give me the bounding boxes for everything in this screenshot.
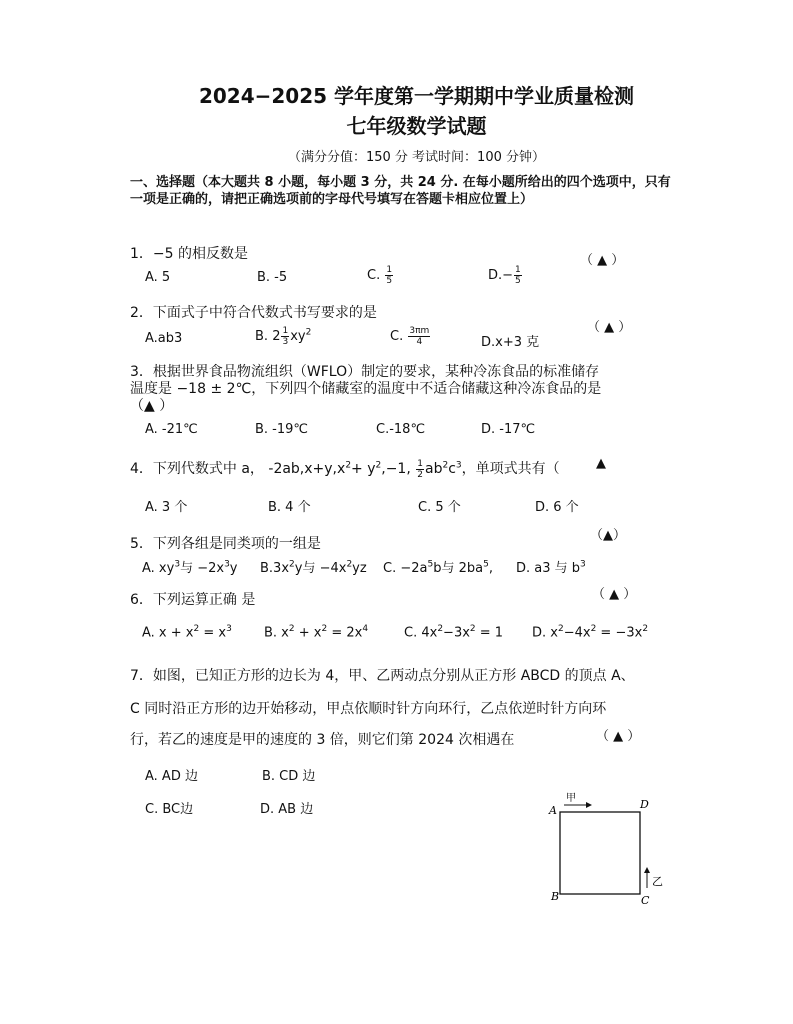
q6-option-a: A. $x + x^2 = x^3$: [142, 624, 232, 641]
q7-option-b: B. CD 边: [262, 769, 316, 784]
q6-option-d: D. $x^2-4x^2 = -3x^2$: [532, 624, 649, 641]
question-1-stem: 1．−5 的相反数是: [130, 246, 248, 262]
question-7-line-2: C 同时沿正方形的边开始移动，甲点依顺时针方向环行，乙点依逆时针方向环: [130, 701, 607, 717]
vertex-label-d: D: [640, 798, 649, 811]
vertex-label-b: B: [551, 890, 560, 903]
q3-option-c: C.-18℃: [376, 422, 426, 437]
answer-mark: （ ▲ ）: [580, 253, 625, 268]
answer-mark: ▲: [596, 456, 606, 471]
question-4-stem: 4．下列代数式中 a， $-2ab,x+y,x^2+ y^2,-1$, $\frac{1}{2}$ $ab^2c^3$，单项式共有（: [130, 458, 560, 480]
q4-option-c: C. 5 个: [418, 500, 461, 515]
q2-option-c: C. $\frac{3\pi m}{4}$: [390, 326, 430, 347]
vertex-label-c: C: [641, 894, 650, 907]
q6-option-c: C. $4x^2-3x^2 = 1$: [404, 624, 504, 641]
jia-arrowhead: [586, 802, 592, 808]
question-5-stem: 5．下列各组是同类项的一组是: [130, 536, 321, 552]
answer-mark: （ ▲ ）: [587, 320, 632, 335]
q2-option-a: A.ab3: [145, 331, 183, 346]
q5-option-c: C. $-2a^5b$与 $2ba^5$,: [383, 559, 493, 576]
exam-info: （满分分值：150 分 考试时间：100 分钟）: [287, 150, 546, 165]
answer-mark: （ ▲ ）: [596, 729, 641, 744]
question-7-line-3: 行，若乙的速度是甲的速度的 3 倍，则它们第 2024 次相遇在: [130, 732, 515, 748]
section-heading: 一、选择题（本大题共 8 小题，每小题 3 分，共 24 分. 在每小题所给出的四个选项中，只有一项是正确的，请把正确选项前的字母代号填写在答题卡相应位置上）: [130, 175, 671, 207]
answer-mark: （ ▲ ）: [592, 587, 637, 602]
question-3-line-1: 3．根据世界食品物流组织（WFLO）制定的要求，某种冷冻食品的标准储存: [130, 364, 600, 380]
q2-option-d: D.x+3 克: [481, 335, 540, 350]
q6-option-b: B. $x^2 + x^2 = 2x^4$: [264, 624, 369, 641]
q3-option-b: B. -19℃: [255, 422, 309, 437]
q7-option-c: C. BC边: [145, 802, 194, 817]
q7-option-a: A. AD 边: [145, 769, 198, 784]
q5-option-d: D. a3 与 $b^3$: [516, 559, 586, 576]
q3-option-a: A. -21℃: [145, 422, 198, 437]
q3-option-d: D. -17℃: [481, 422, 536, 437]
q4-option-d: D. 6 个: [535, 500, 579, 515]
answer-mark: （▲）: [590, 528, 626, 543]
q4-option-a: A. 3 个: [145, 500, 188, 515]
exam-title: 2024−2025 学年度第一学期期中学业质量检测: [198, 84, 635, 108]
yi-arrowhead: [644, 867, 650, 873]
q4-option-b: B. 4 个: [268, 500, 311, 515]
label-jia: 甲: [566, 793, 576, 804]
q5-option-b: $B.3x^2y$与 $-4x^2yz$: [260, 559, 367, 576]
label-yi: 乙: [652, 875, 663, 888]
q1-option-d: D.− $\frac{1}{5}$: [488, 265, 521, 286]
question-6-stem: 6．下列运算正确 是: [130, 592, 256, 608]
question-2-stem: 2．下面式子中符合代数式书写要求的是: [130, 305, 377, 321]
question-3-line-3: （▲ ）: [130, 398, 174, 414]
q7-option-d: D. AB 边: [260, 802, 314, 817]
q1-option-a: A. 5: [145, 270, 171, 285]
q2-option-b: B. 2 $\frac{1}{3}$ $xy^2$: [255, 326, 312, 347]
q5-option-a: A. $xy^3$与 $-2x^3y$: [142, 559, 238, 576]
question-3-line-2: 温度是 −18 ± 2℃，下列四个储藏室的温度中不适合储藏这种冷冻食品的是: [130, 381, 602, 397]
square-abcd: [560, 812, 640, 894]
vertex-label-a: A: [549, 804, 557, 817]
q1-option-b: B. -5: [257, 270, 288, 285]
exam-subtitle-grade: 七年级数学试题: [346, 114, 487, 138]
question-7-line-1: 7．如图，已知正方形的边长为 4，甲、乙两动点分别从正方形 ABCD 的顶点 A、: [130, 668, 635, 684]
q1-option-c: C. $\frac{1}{5}$: [367, 265, 393, 286]
square-figure: [540, 788, 680, 908]
